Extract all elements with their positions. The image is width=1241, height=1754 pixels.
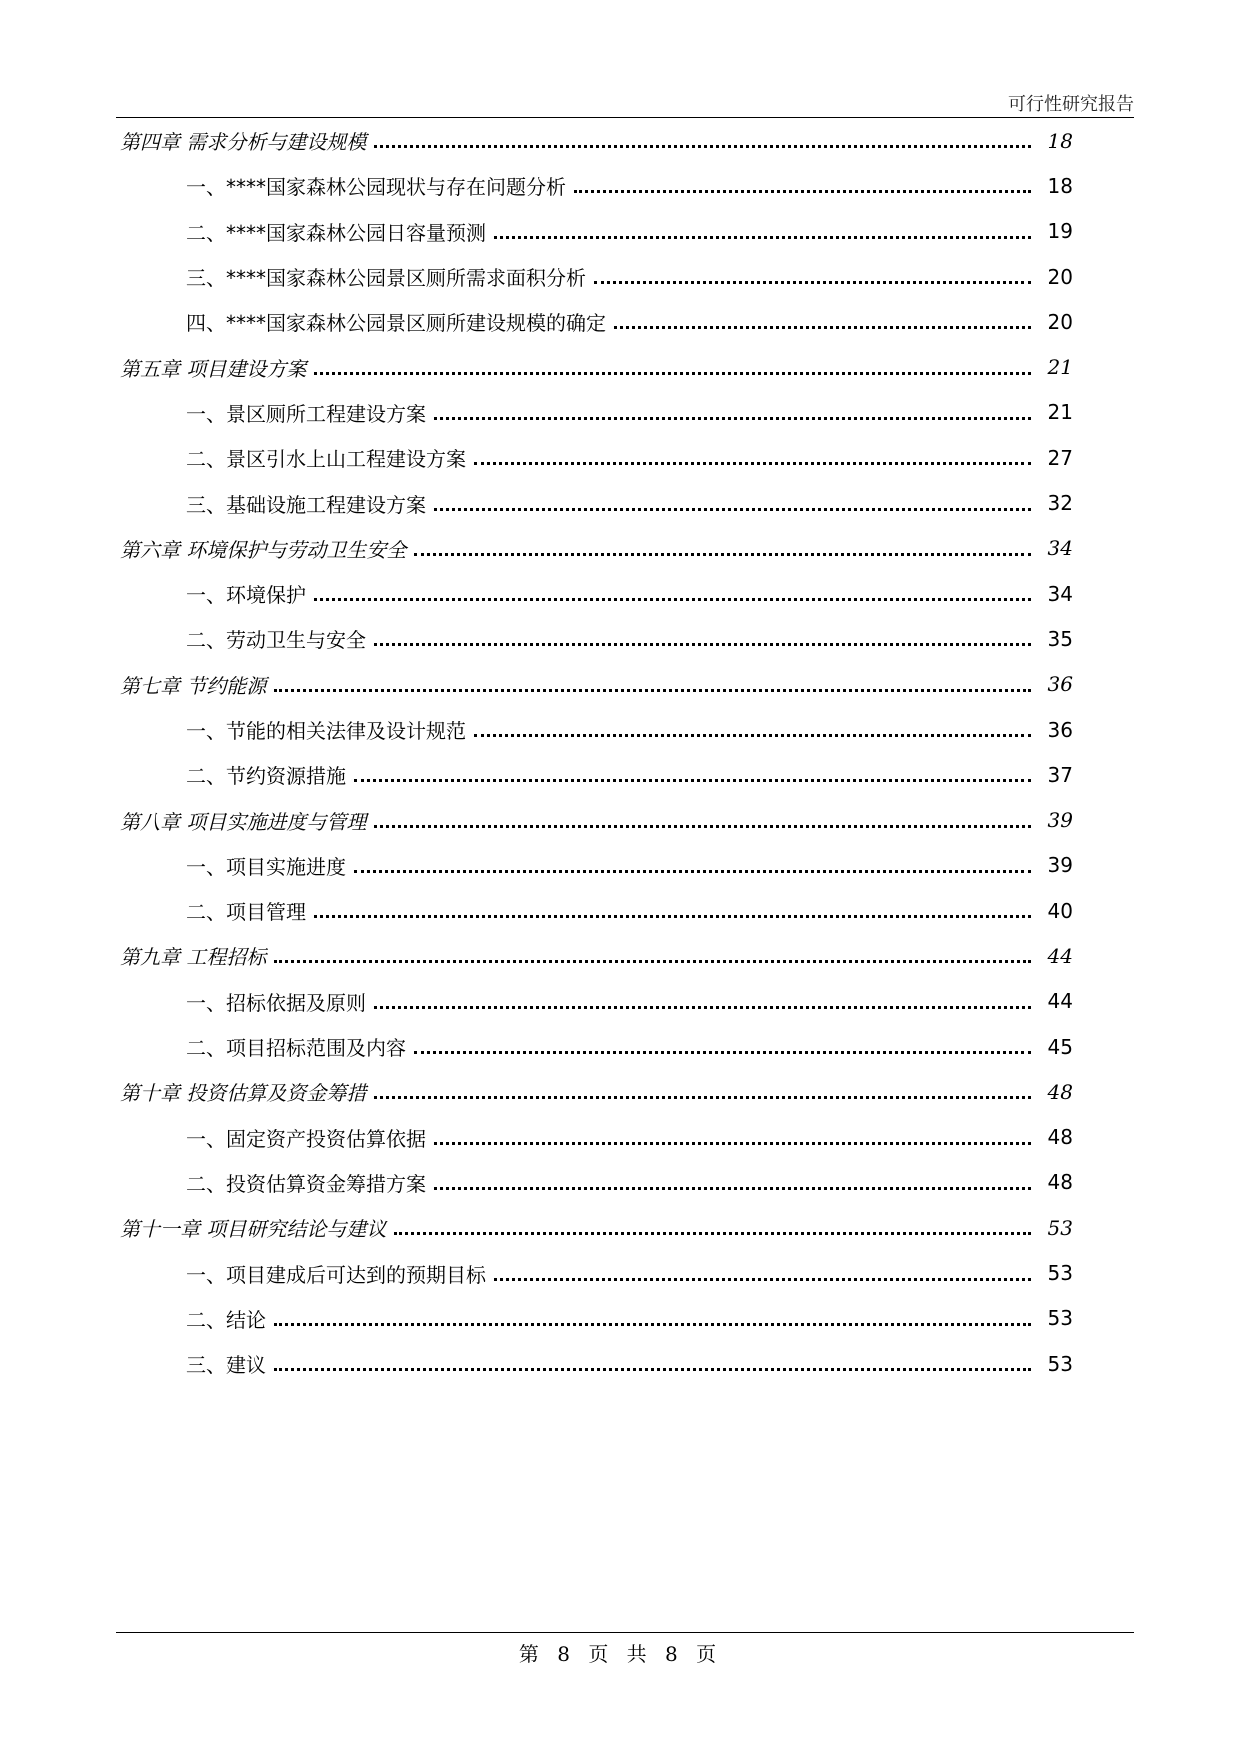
toc-section-entry[interactable]	[0, 752, 1241, 797]
toc-entry-page-number: 21	[1047, 400, 1073, 425]
toc-chapter-entry[interactable]	[0, 933, 1241, 978]
dot-leader	[374, 643, 1031, 646]
toc-chapter-entry[interactable]	[0, 344, 1241, 389]
toc-entry-label: 第六章 环境保护与劳动卫生安全	[120, 534, 412, 563]
toc-entry-label: 一、项目建成后可达到的预期目标	[186, 1259, 492, 1288]
footer-rule	[116, 1632, 1134, 1633]
toc-entry-label: 第五章 项目建设方案	[120, 353, 312, 382]
toc-entry-page-number: 53	[1047, 1215, 1073, 1240]
toc-entry-page-number: 36	[1047, 717, 1073, 742]
toc-entry-label: 第四章 需求分析与建设规模	[120, 126, 372, 155]
toc-entry-label: 二、投资估算资金筹措方案	[186, 1168, 432, 1197]
toc-entry-page-number: 39	[1047, 808, 1073, 833]
toc-entry-label: 二、项目管理	[186, 896, 312, 925]
toc-entry-label: 一、招标依据及原则	[186, 987, 372, 1016]
dot-leader	[594, 281, 1031, 284]
toc-entry-label: 三、基础设施工程建设方案	[186, 489, 432, 518]
toc-section-entry[interactable]	[0, 888, 1241, 933]
dot-leader	[474, 462, 1031, 465]
toc-entry-label: 三、建议	[186, 1349, 272, 1378]
toc-section-entry[interactable]	[0, 435, 1241, 480]
toc-entry-page-number: 45	[1047, 1034, 1073, 1059]
toc-entry-label: 一、环境保护	[186, 579, 312, 608]
toc-chapter-entry[interactable]	[0, 797, 1241, 842]
toc-entry-page-number: 20	[1047, 309, 1073, 334]
dot-leader	[574, 190, 1031, 193]
toc-entry-page-number: 53	[1047, 1261, 1073, 1286]
dot-leader	[414, 1051, 1031, 1054]
toc-entry-label: 第九章 工程招标	[120, 941, 272, 970]
toc-entry-page-number: 34	[1047, 536, 1073, 561]
dot-leader	[374, 1096, 1031, 1099]
report-title: 可行性研究报告	[1008, 94, 1134, 115]
dot-leader	[494, 236, 1031, 239]
toc-section-entry[interactable]	[0, 1250, 1241, 1295]
dot-leader	[274, 1368, 1031, 1371]
toc-chapter-entry[interactable]	[0, 1069, 1241, 1114]
dot-leader	[374, 825, 1031, 828]
dot-leader	[374, 1006, 1031, 1009]
page-number: 第 8 页 共 8 页	[518, 1642, 723, 1666]
toc-entry-page-number: 21	[1047, 355, 1073, 380]
toc-chapter-entry[interactable]	[0, 526, 1241, 571]
toc-entry-label: 二、劳动卫生与安全	[186, 624, 372, 653]
dot-leader	[274, 1323, 1031, 1326]
toc-chapter-entry[interactable]	[0, 662, 1241, 707]
toc-section-entry[interactable]	[0, 707, 1241, 752]
dot-leader	[434, 1142, 1031, 1145]
toc-section-entry[interactable]	[0, 616, 1241, 661]
toc-entry-label: 一、项目实施进度	[186, 851, 352, 880]
dot-leader	[354, 779, 1031, 782]
toc-entry-page-number: 48	[1047, 1079, 1073, 1104]
toc-entry-page-number: 37	[1047, 762, 1073, 787]
toc-entry-label: 一、****国家森林公园现状与存在问题分析	[186, 171, 572, 200]
toc-section-entry[interactable]	[0, 1341, 1241, 1386]
dot-leader	[394, 1232, 1031, 1235]
toc-section-entry[interactable]	[0, 979, 1241, 1024]
toc-entry-label: 二、项目招标范围及内容	[186, 1032, 412, 1061]
toc-entry-page-number: 27	[1047, 445, 1073, 470]
toc-entry-page-number: 44	[1047, 943, 1073, 968]
toc-section-entry[interactable]	[0, 1160, 1241, 1205]
toc-entry-page-number: 19	[1047, 219, 1073, 244]
dot-leader	[434, 508, 1031, 511]
toc-section-entry[interactable]	[0, 209, 1241, 254]
toc-entry-label: 二、节约资源措施	[186, 760, 352, 789]
dot-leader	[414, 553, 1031, 556]
dot-leader	[494, 1278, 1031, 1281]
dot-leader	[474, 734, 1031, 737]
toc-entry-page-number: 35	[1047, 626, 1073, 651]
toc-chapter-entry[interactable]	[0, 118, 1241, 163]
toc-entry-label: 三、****国家森林公园景区厕所需求面积分析	[186, 262, 592, 291]
toc-section-entry[interactable]	[0, 163, 1241, 208]
toc-entry-page-number: 34	[1047, 581, 1073, 606]
toc-entry-page-number: 40	[1047, 898, 1073, 923]
dot-leader	[314, 372, 1031, 375]
toc-section-entry[interactable]	[0, 480, 1241, 525]
toc-section-entry[interactable]	[0, 254, 1241, 299]
toc-entry-page-number: 20	[1047, 264, 1073, 289]
dot-leader	[314, 598, 1031, 601]
toc-entry-page-number: 32	[1047, 491, 1073, 516]
toc-entry-page-number: 48	[1047, 1125, 1073, 1150]
toc-entry-page-number: 44	[1047, 989, 1073, 1014]
toc-entry-label: 第八章 项目实施进度与管理	[120, 806, 372, 835]
dot-leader	[354, 870, 1031, 873]
toc-entry-page-number: 36	[1047, 672, 1073, 697]
toc-section-entry[interactable]	[0, 1296, 1241, 1341]
toc-section-entry[interactable]	[0, 390, 1241, 435]
dot-leader	[434, 417, 1031, 420]
toc-entry-page-number: 18	[1047, 128, 1073, 153]
dot-leader	[314, 915, 1031, 918]
toc-entry-label: 一、节能的相关法律及设计规范	[186, 715, 472, 744]
toc-section-entry[interactable]	[0, 1115, 1241, 1160]
toc-section-entry[interactable]	[0, 1024, 1241, 1069]
toc-entry-label: 二、****国家森林公园日容量预测	[186, 217, 492, 246]
toc-section-entry[interactable]	[0, 843, 1241, 888]
toc-entry-page-number: 53	[1047, 1306, 1073, 1331]
dot-leader	[434, 1187, 1031, 1190]
toc-entry-page-number: 39	[1047, 853, 1073, 878]
toc-entry-page-number: 53	[1047, 1351, 1073, 1376]
toc-entry-label: 一、景区厕所工程建设方案	[186, 398, 432, 427]
table-of-contents	[0, 118, 1241, 1386]
dot-leader	[274, 960, 1031, 963]
toc-entry-label: 二、景区引水上山工程建设方案	[186, 443, 472, 472]
toc-chapter-entry[interactable]	[0, 1205, 1241, 1250]
toc-entry-label: 二、结论	[186, 1304, 272, 1333]
toc-entry-label: 第七章 节约能源	[120, 670, 272, 699]
toc-entry-label: 第十章 投资估算及资金筹措	[120, 1077, 372, 1106]
toc-entry-page-number: 48	[1047, 1170, 1073, 1195]
dot-leader	[274, 689, 1031, 692]
toc-entry-label: 一、固定资产投资估算依据	[186, 1123, 432, 1152]
toc-section-entry[interactable]	[0, 299, 1241, 344]
dot-leader	[614, 326, 1031, 329]
toc-entry-page-number: 18	[1047, 173, 1073, 198]
toc-entry-label: 第十一章 项目研究结论与建议	[120, 1213, 392, 1242]
toc-section-entry[interactable]	[0, 571, 1241, 616]
toc-entry-label: 四、****国家森林公园景区厕所建设规模的确定	[186, 307, 612, 336]
dot-leader	[374, 145, 1031, 148]
